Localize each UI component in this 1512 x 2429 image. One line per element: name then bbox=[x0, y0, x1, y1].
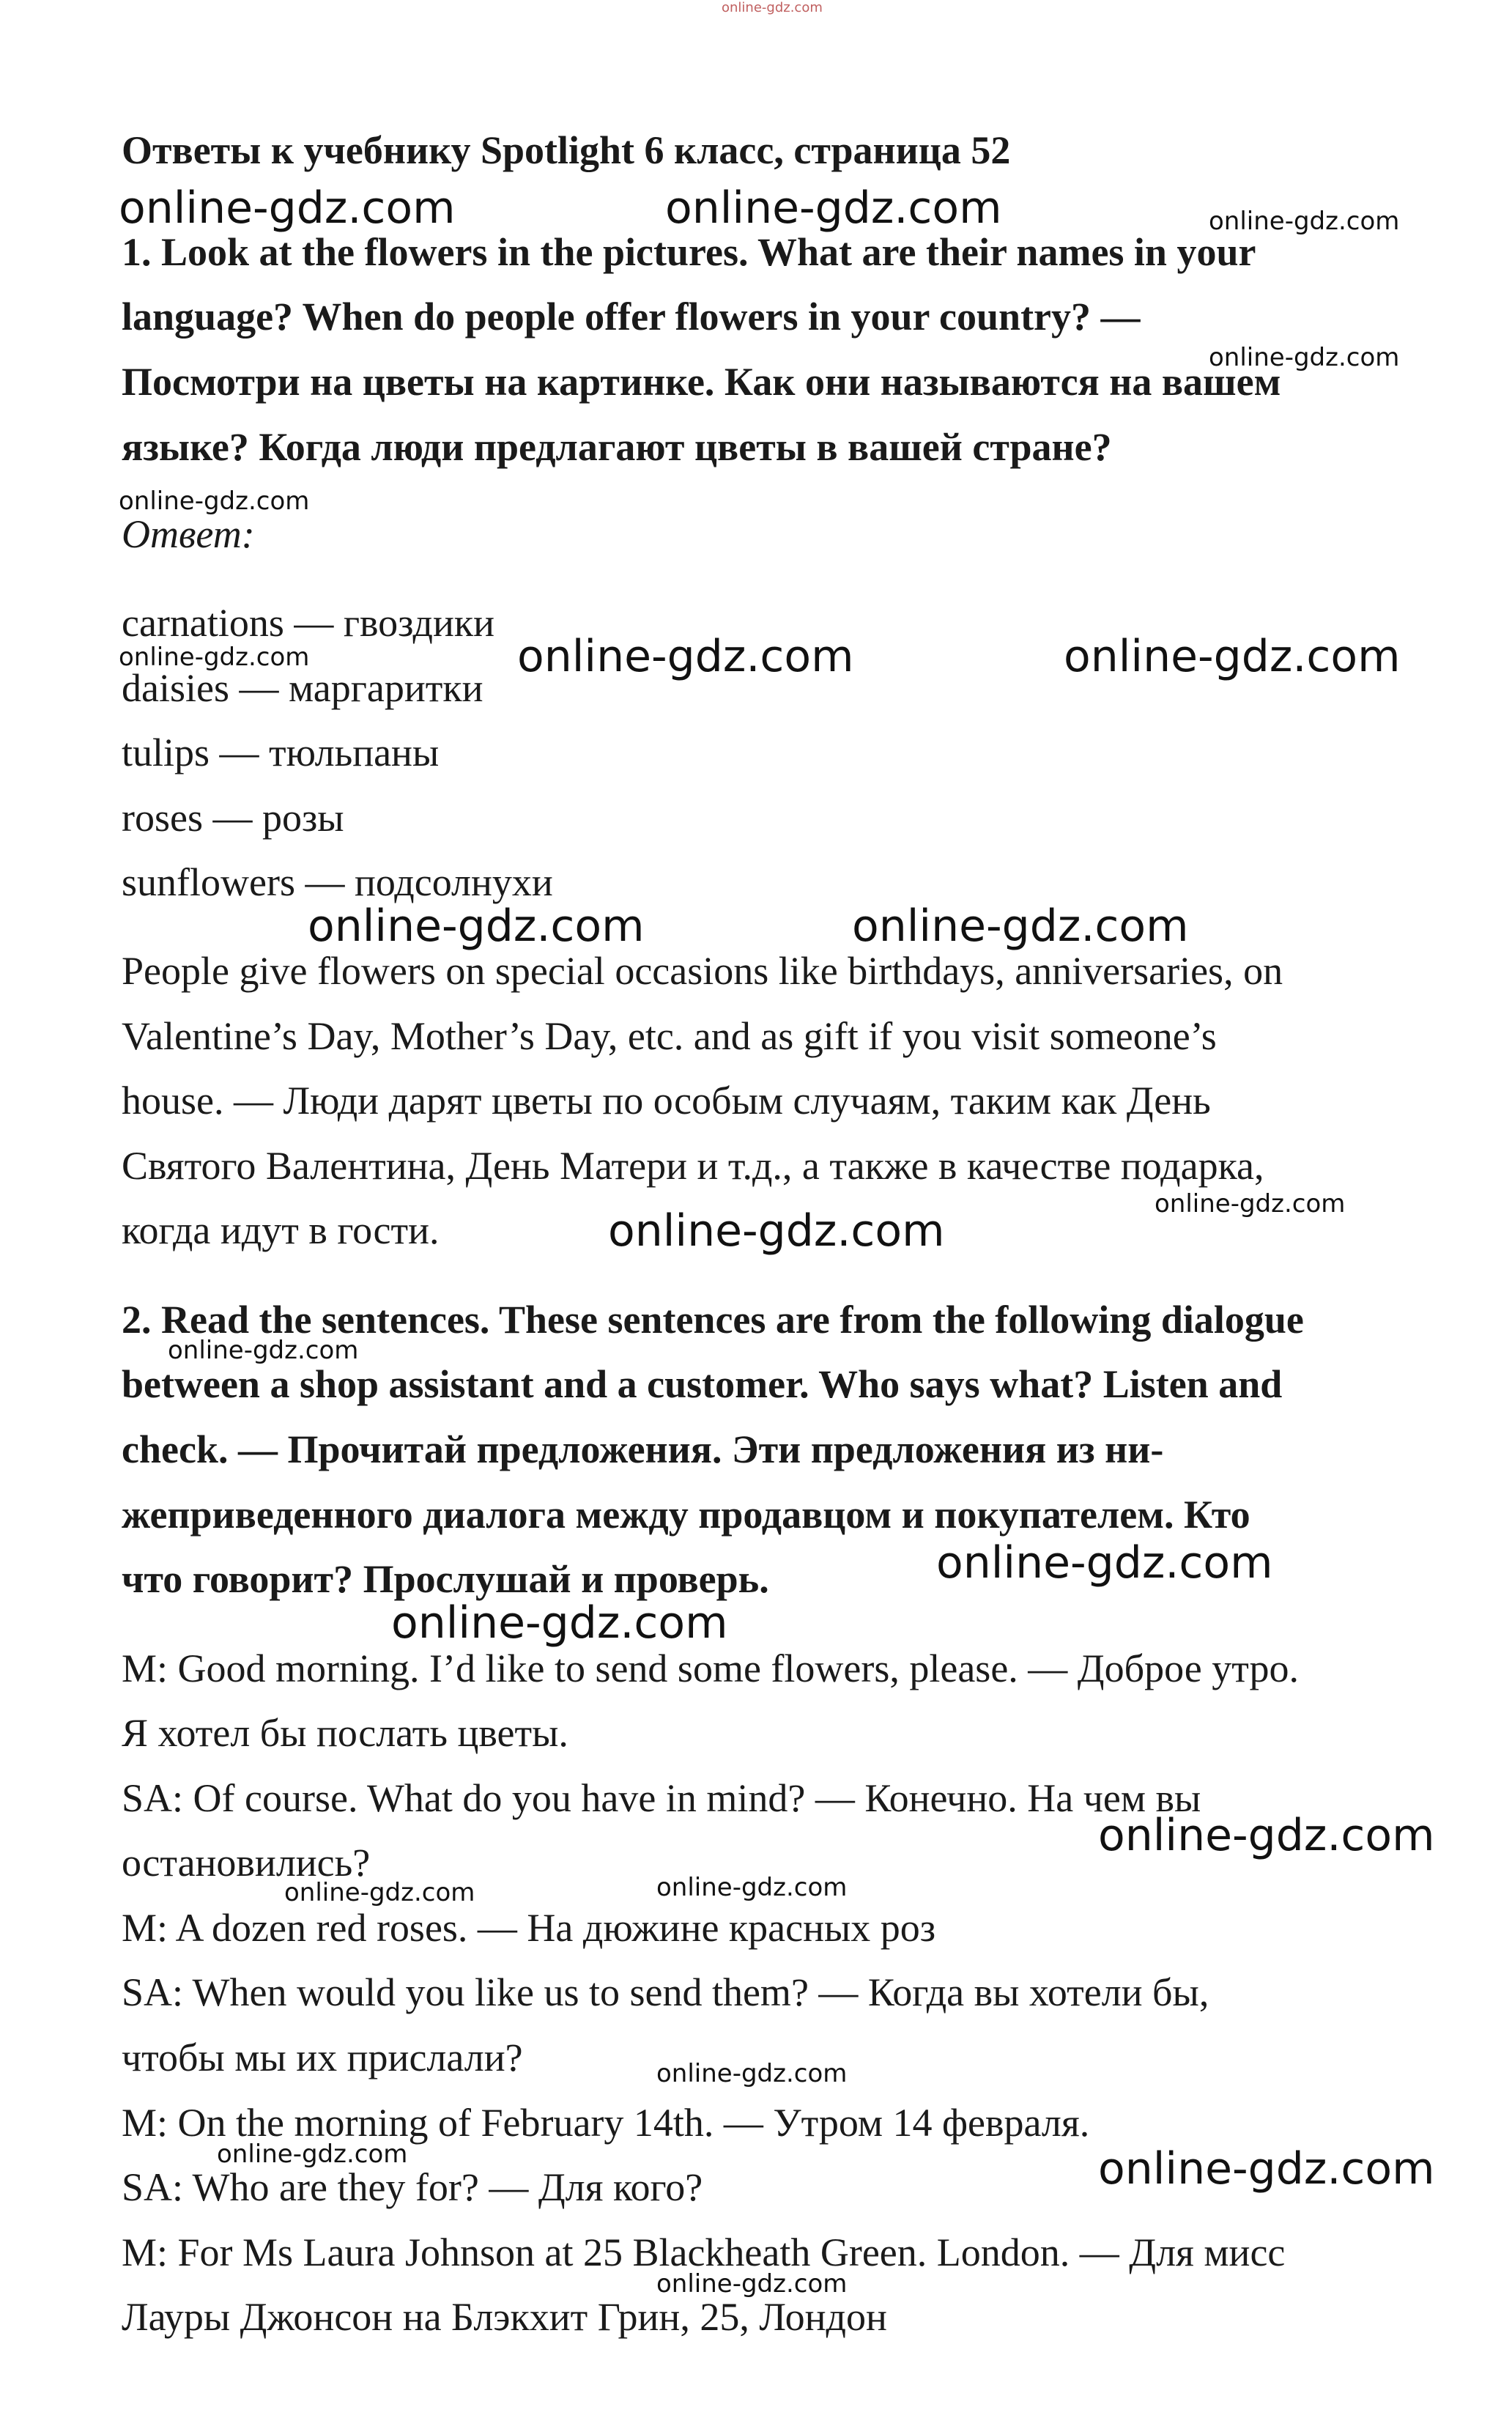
watermark: online-gdz.com bbox=[168, 1336, 359, 1365]
dialogue-line: SA: Of course. What do you have in mind? — Конечно. На чем вы bbox=[122, 1776, 1201, 1820]
dialogue-line: M: A dozen red roses. — На дюжине красных роз bbox=[122, 1906, 936, 1950]
watermark: online-gdz.com bbox=[1209, 343, 1400, 372]
task2-line-4: жеприведенного диалога между продавцом и покупателем. Кто bbox=[122, 1493, 1250, 1537]
watermark: online-gdz.com bbox=[936, 1537, 1273, 1589]
watermark: online-gdz.com bbox=[852, 901, 1189, 952]
watermark: online-gdz.com bbox=[119, 182, 456, 234]
task2-line-5: что говорит? Прослушай и проверь. bbox=[122, 1557, 769, 1601]
dialogue-line: M: For Ms Laura Johnson at 25 Blackheath Green. London. — Для мисс bbox=[122, 2230, 1286, 2274]
dialogue-line: SA: Who are they for? — Для кого? bbox=[122, 2165, 703, 2209]
watermark: online-gdz.com bbox=[284, 1878, 475, 1907]
watermark: online-gdz.com bbox=[308, 901, 645, 952]
watermark: online-gdz.com bbox=[217, 2140, 408, 2169]
watermark: online-gdz.com bbox=[656, 2059, 848, 2088]
task1-line-3: Посмотри на цветы на картинке. Как они называются на вашем bbox=[122, 360, 1281, 404]
watermark: online-gdz.com bbox=[1098, 1810, 1435, 1861]
task2-line-3: check. — Прочитай предложения. Эти предложения из ни- bbox=[122, 1427, 1164, 1471]
watermark: online-gdz.com bbox=[656, 1873, 848, 1902]
answer-paragraph-line: house. — Люди дарят цветы по особым случаям, таким как День bbox=[122, 1079, 1211, 1123]
task1-line-4: языке? Когда люди предлагают цветы в вашей стране? bbox=[122, 425, 1112, 469]
watermark: online-gdz.com bbox=[665, 182, 1002, 234]
watermark: online-gdz.com bbox=[1155, 1189, 1346, 1219]
answer-paragraph-line: People give flowers on special occasions like birthdays, anniversaries, on bbox=[122, 949, 1283, 993]
watermark: online-gdz.com bbox=[1098, 2143, 1435, 2195]
answer-paragraph-line: когда идут в гости. bbox=[122, 1208, 440, 1252]
flower-item: carnations — гвоздики bbox=[122, 601, 495, 645]
answer-paragraph-line: Valentine’s Day, Mother’s Day, etc. and as gift if you visit someone’s bbox=[122, 1014, 1217, 1058]
watermark: online-gdz.com bbox=[608, 1205, 945, 1257]
dialogue-line: чтобы мы их прислали? bbox=[122, 2036, 523, 2079]
task2-line-2: between a shop assistant and a customer. Who says what? Listen and bbox=[122, 1362, 1283, 1406]
answer-label: Ответ: bbox=[122, 512, 255, 556]
dialogue-line: остановились? bbox=[122, 1841, 371, 1885]
dialogue-line: M: On the morning of February 14th. — Утром 14 февраля. bbox=[122, 2101, 1090, 2145]
task1-line-1: 1. Look at the flowers in the pictures. What are their names in your bbox=[122, 230, 1256, 274]
watermark-top: online-gdz.com bbox=[722, 0, 823, 15]
dialogue-line: SA: When would you like us to send them? — Когда вы хотели бы, bbox=[122, 1970, 1209, 2014]
watermark: online-gdz.com bbox=[119, 643, 310, 672]
flower-item: daisies — маргаритки bbox=[122, 666, 483, 710]
task2-line-1: 2. Read the sentences. These sentences are from the following dialogue bbox=[122, 1298, 1304, 1342]
dialogue-line: Я хотел бы послать цветы. bbox=[122, 1711, 568, 1755]
task1-line-2: language? When do people offer flowers in your country? — bbox=[122, 295, 1141, 339]
watermark: online-gdz.com bbox=[1064, 631, 1401, 682]
flower-item: sunflowers — подсолнухи bbox=[122, 860, 553, 904]
page-title: Ответы к учебнику Spotlight 6 класс, страница 52 bbox=[122, 128, 1011, 172]
watermark: online-gdz.com bbox=[391, 1597, 728, 1649]
dialogue-line: M: Good morning. I’d like to send some flowers, please. — Доброе утро. bbox=[122, 1646, 1299, 1690]
flower-item: tulips — тюльпаны bbox=[122, 731, 440, 774]
watermark: online-gdz.com bbox=[517, 631, 854, 682]
watermark: online-gdz.com bbox=[119, 487, 310, 516]
watermark: online-gdz.com bbox=[1209, 207, 1400, 236]
answer-paragraph-line: Святого Валентина, День Матери и т.д., а также в качестве подарка, bbox=[122, 1144, 1264, 1188]
flower-item: roses — розы bbox=[122, 796, 344, 840]
dialogue-line: Лауры Джонсон на Блэкхит Грин, 25, Лондон bbox=[122, 2295, 887, 2339]
watermark: online-gdz.com bbox=[656, 2269, 848, 2299]
